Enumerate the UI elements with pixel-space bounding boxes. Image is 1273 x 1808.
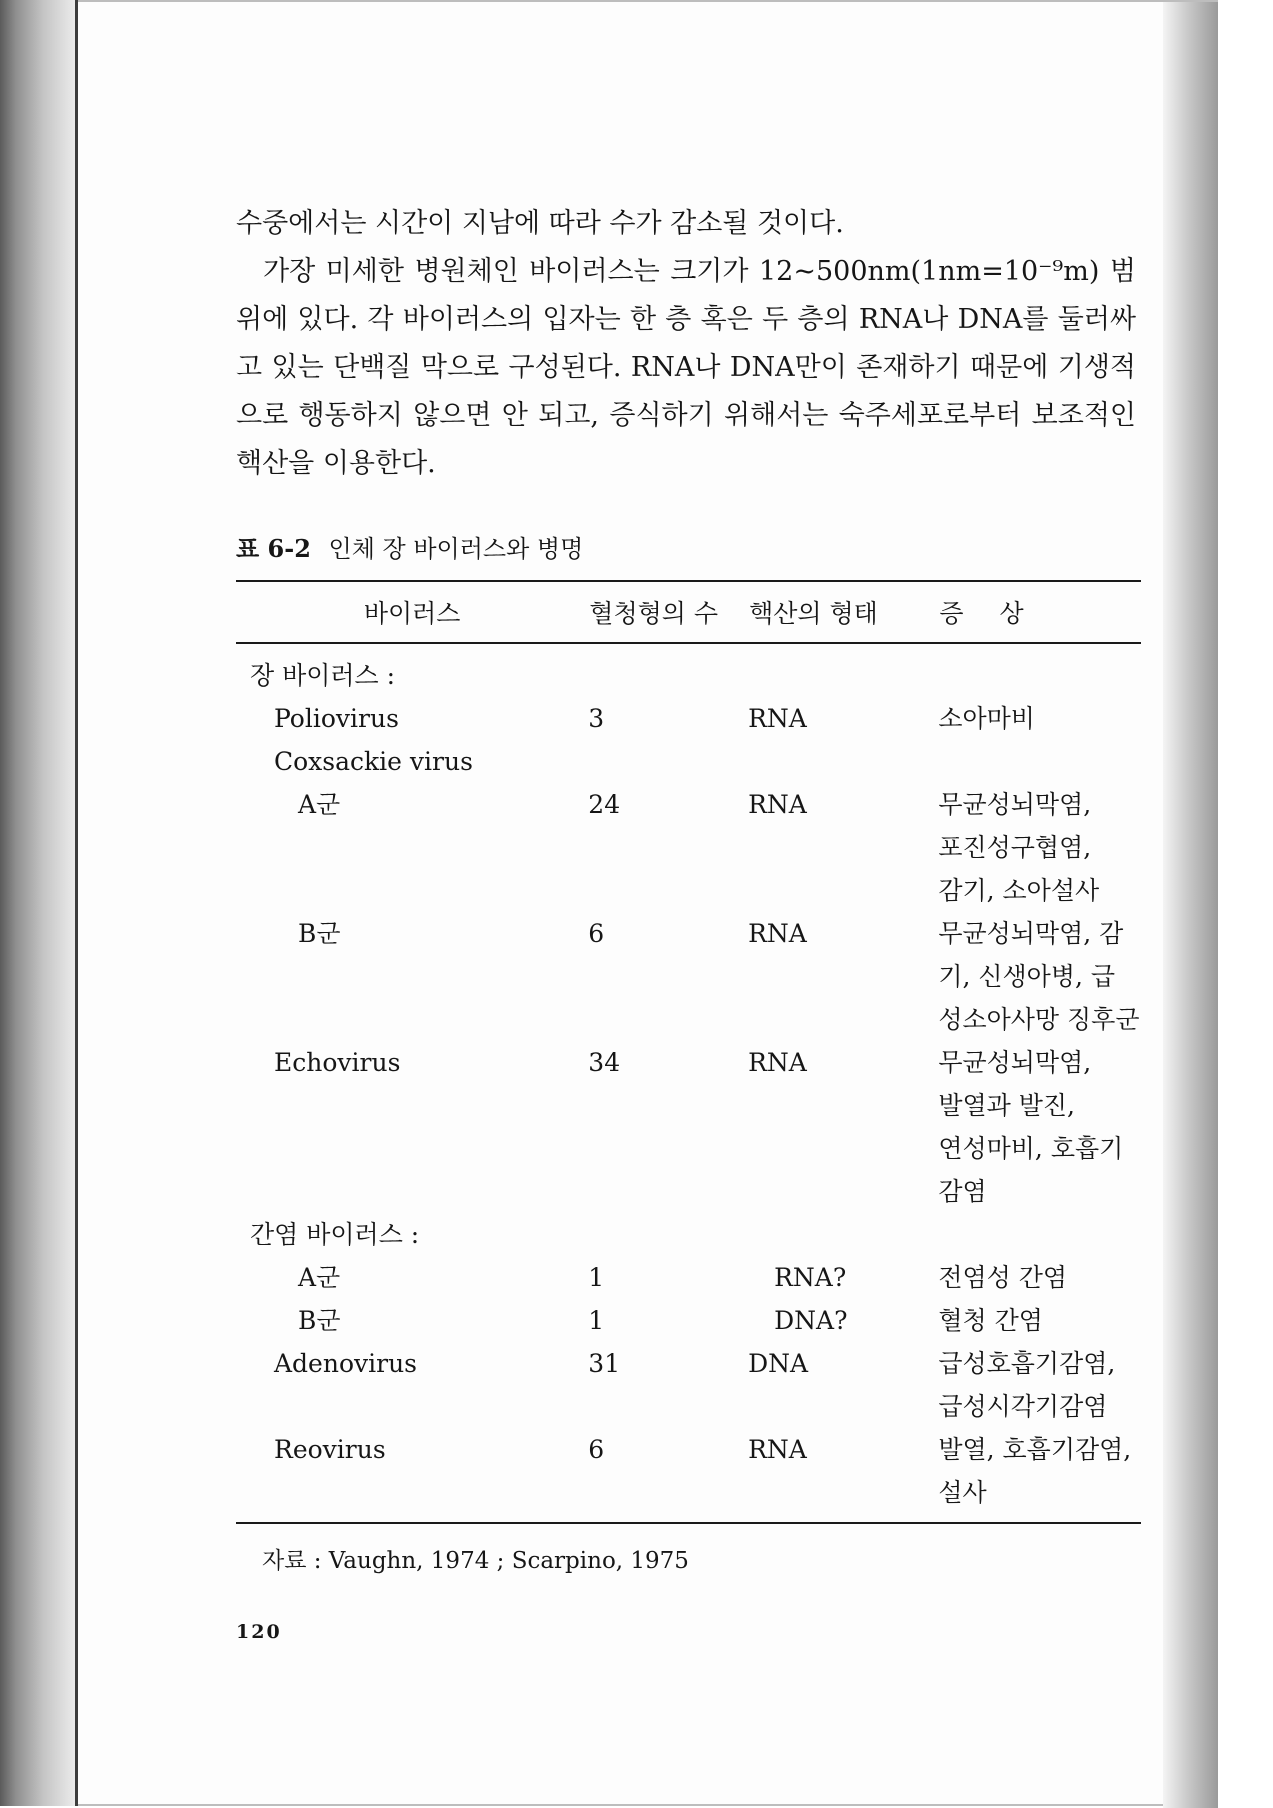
serotype-cell — [588, 740, 748, 783]
symptom-cell: 무균성뇌막염, 발열과 발진, 연성마비, 호흡기 감염 — [938, 1048, 1124, 1206]
table-bottom-rule — [236, 1523, 1141, 1524]
nucleic-cell: RNA — [748, 1435, 807, 1464]
header-serotypes: 혈청형의 수 — [588, 581, 748, 643]
serotype-cell: 6 — [588, 1435, 605, 1464]
virus-cell: Reovirus — [274, 1435, 386, 1464]
virus-cell: Coxsackie virus — [274, 747, 473, 776]
symptom-cell: 급성호흡기감염, 급성시각기감염 — [938, 1349, 1116, 1421]
table-row — [236, 643, 1141, 697]
paragraph-2: 가장 미세한 병원체인 바이러스는 크기가 12~500nm(1nm=10⁻⁹m) 범위에 있다. 각 바이러스의 입자는 한 층 혹은 두 층의 RNA나 DNA를 둘러싸고 있는 단백질 막으로 구성된다. RNA나 DNA만이 존재하기 때문에 기생적으로 행동하지 않으면 안 되고, 증식하기 위해서는 숙주세포로부터 보조적인 핵산을 이용한다. — [236, 256, 1136, 479]
header-symptoms: 증상 — [938, 581, 1141, 643]
symptom-cell: 혈청 간염 — [938, 1306, 1043, 1335]
table-row — [236, 697, 1141, 740]
virus-cell: Adenovirus — [274, 1349, 418, 1378]
table-number: 표 6-2 — [236, 534, 311, 563]
table-row — [236, 1041, 1141, 1213]
symptom-cell — [938, 643, 1141, 697]
symptom-cell: 전염성 간염 — [938, 1263, 1068, 1292]
page-content — [236, 200, 1140, 1643]
page-number: 120 — [236, 1621, 282, 1643]
nucleic-cell — [748, 643, 938, 697]
nucleic-cell: DNA — [748, 1349, 809, 1378]
virus-cell: B군 — [298, 1306, 341, 1335]
table-row — [236, 912, 1141, 1041]
header-virus: 바이러스 — [236, 581, 588, 643]
table-row — [236, 1299, 1141, 1342]
serotype-cell — [588, 643, 748, 697]
serotype-cell: 3 — [588, 704, 605, 733]
table-source: 자료 : Vaughn, 1974 ; Scarpino, 1975 — [262, 1548, 689, 1574]
serotype-cell — [588, 1213, 748, 1256]
nucleic-cell: RNA? — [774, 1263, 847, 1292]
table-row — [236, 1428, 1141, 1523]
table-header-row — [236, 581, 1141, 643]
nucleic-cell: RNA — [748, 790, 807, 819]
nucleic-cell: RNA — [748, 704, 807, 733]
nucleic-cell: DNA? — [774, 1306, 848, 1335]
serotype-cell: 6 — [588, 919, 605, 948]
virus-cell: B군 — [298, 919, 341, 948]
virus-table — [236, 580, 1141, 1524]
virus-cell: 장 바이러스 : — [250, 661, 396, 690]
symptom-cell — [938, 740, 1141, 783]
serotype-cell: 1 — [588, 1263, 605, 1292]
paragraph-1: 수중에서는 시간이 지남에 따라 수가 감소될 것이다. — [236, 208, 844, 239]
symptom-cell: 발열, 호흡기감염, 설사 — [938, 1435, 1132, 1507]
symptom-cell: 무균성뇌막염, 포진성구협염, 감기, 소아설사 — [938, 790, 1100, 905]
virus-cell: Echovirus — [274, 1048, 401, 1077]
header-nucleic-acid: 핵산의 형태 — [748, 581, 938, 643]
virus-cell: Poliovirus — [274, 704, 399, 733]
serotype-cell: 31 — [588, 1349, 621, 1378]
virus-cell: A군 — [298, 1263, 341, 1292]
table-row — [236, 740, 1141, 783]
symptom-cell: 무균성뇌막염, 감 기, 신생아병, 급 성소아사망 징후군 — [938, 919, 1140, 1034]
table-row — [236, 1213, 1141, 1256]
table-title: 인체 장 바이러스와 병명 — [328, 535, 584, 563]
serotype-cell: 24 — [588, 790, 621, 819]
virus-cell: A군 — [298, 790, 341, 819]
nucleic-cell — [748, 1213, 938, 1256]
nucleic-cell: RNA — [748, 1048, 807, 1077]
table-row — [236, 783, 1141, 912]
serotype-cell: 1 — [588, 1306, 605, 1335]
nucleic-cell: RNA — [748, 919, 807, 948]
serotype-cell: 34 — [588, 1048, 621, 1077]
table-row — [236, 1342, 1141, 1428]
table-caption — [236, 532, 1136, 566]
page-edge-shadow — [1163, 2, 1218, 1808]
symptom-cell: 소아마비 — [938, 704, 1035, 733]
virus-cell: 간염 바이러스 : — [250, 1220, 420, 1249]
symptom-cell — [938, 1213, 1141, 1256]
book-spine — [0, 0, 78, 1806]
table-row — [236, 1256, 1141, 1299]
nucleic-cell — [748, 740, 938, 783]
